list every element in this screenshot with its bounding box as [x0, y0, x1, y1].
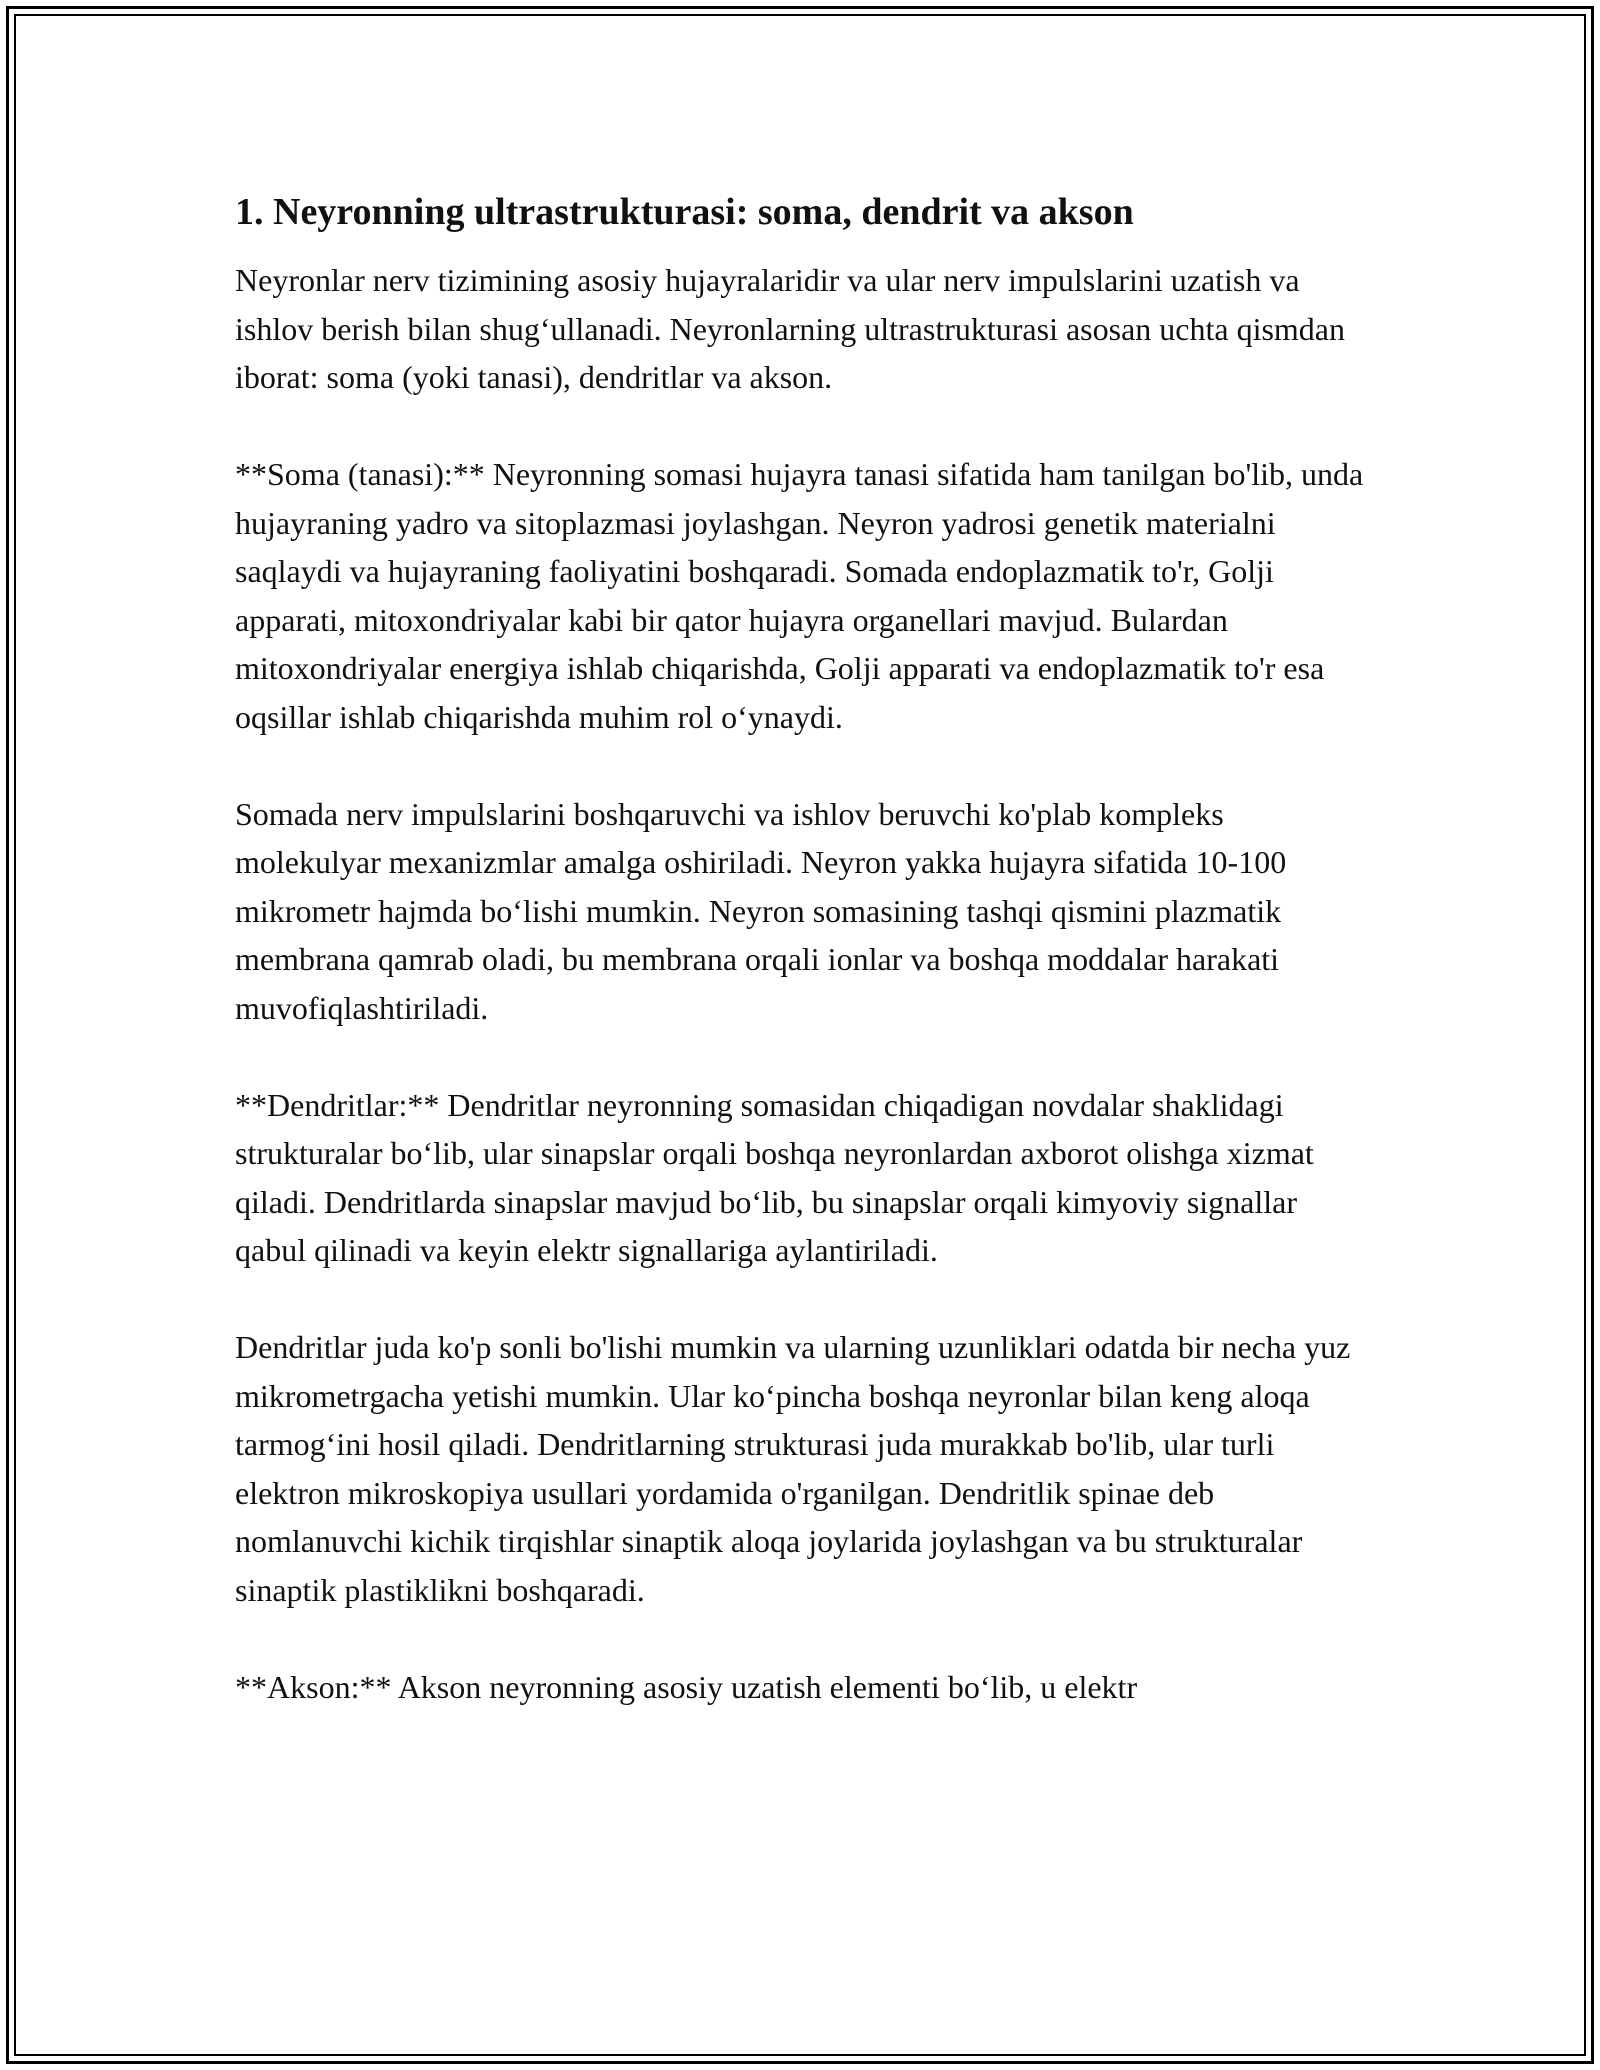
paragraph-axon: **Akson:** Akson neyronning asosiy uzatish elementi bo‘lib, u elektr: [235, 1668, 1138, 1705]
document-body: [235, 188, 1375, 1711]
paragraph-dendrites: **Dendritlar:** Dendritlar neyronning somasidan chiqadigan novdalar shaklidagi strukturalar bo‘lib, ular sinapslar orqali boshqa neyronlardan axborot olishga xizmat qiladi. Dendritlarda sinapslar mavjud bo‘lib, bu sinapslar orqali kimyoviy signallar qabul qilinadi va keyin elektr signallariga aylantiriladi.: [235, 1086, 1314, 1268]
section-heading: 1. Neyronning ultrastrukturasi: soma, dendrit va akson: [235, 191, 1134, 233]
paragraph-soma: **Soma (tanasi):** Neyronning somasi hujayra tanasi sifatida ham tanilgan bo'lib, unda hujayraning yadro va sitoplazmasi joylashgan. Neyron yadrosi genetik materialni saqlaydi va hujayraning faoliyatini boshqaradi. Somada endoplazmatik to'r, Golji apparati, mitoxondriyalar kabi bir qator hujayra organellari mavjud. Bulardan mitoxondriyalar energiya ishlab chiqarishda, Golji apparati va endoplazmatik to'r esa oqsillar ishlab chiqarishda muhim rol o‘ynaydi.: [235, 456, 1364, 735]
paragraph-dendrites-details: Dendritlar juda ko'p sonli bo'lishi mumkin va ularning uzunliklari odatda bir necha yuz mikrometrgacha yetishi mumkin. Ular ko‘pincha boshqa neyronlar bilan keng aloqa tarmog‘ini hosil qiladi. Dendritlarning strukturasi juda murakkab bo'lib, ular turli elektron mikroskopiya usullari yordamida o'rganilgan. Dendritlik spinae deb nomlanuvchi kichik tirqishlar sinaptik aloqa joylarida joylashgan va bu strukturalar sinaptik plastiklikni boshqaradi.: [235, 1329, 1351, 1608]
paragraph-intro: Neyronlar nerv tizimining asosiy hujayralaridir va ular nerv impulslarini uzatish va ishlov berish bilan shug‘ullanadi. Neyronlarning ultrastrukturasi asosan uchta qismdan iborat: soma (yoki tanasi), dendritlar va akson.: [235, 262, 1345, 395]
paragraph-soma-details: Somada nerv impulslarini boshqaruvchi va ishlov beruvchi ko'plab kompleks molekulyar mexanizmlar amalga oshiriladi. Neyron yakka hujayra sifatida 10-100 mikrometr hajmda bo‘lishi mumkin. Neyron somasining tashqi qismini plazmatik membrana qamrab oladi, bu membrana orqali ionlar va boshqa moddalar harakati muvofiqlashtiriladi.: [235, 795, 1287, 1026]
